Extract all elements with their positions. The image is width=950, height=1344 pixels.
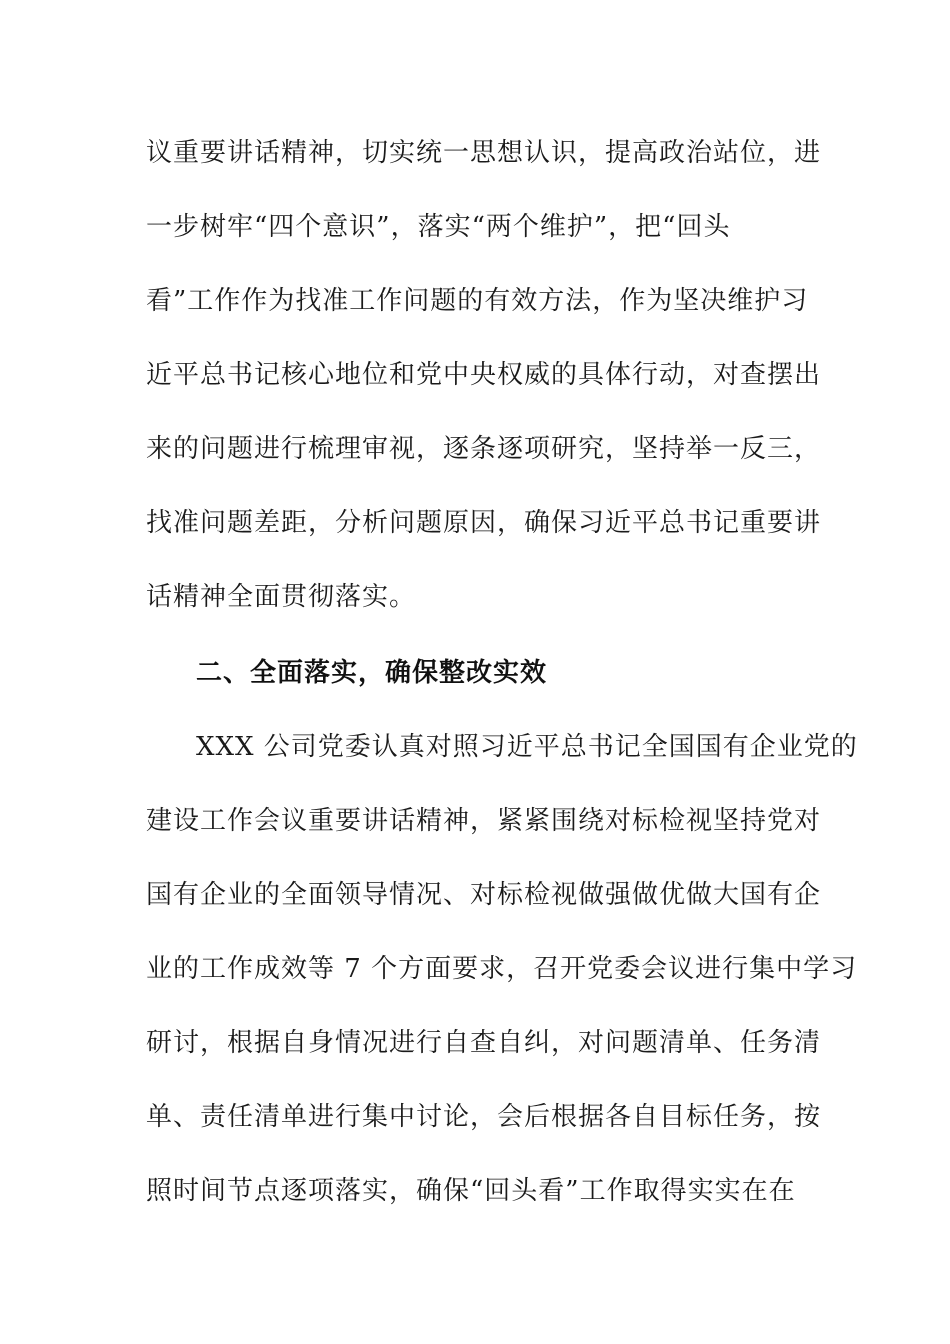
paragraph-2-line-5: 研讨，根据自身情况进行自查自纠，对问题清单、任务清 [146,1028,822,1058]
paragraph-2-line-7: 照时间节点逐项落实，确保“回头看”工作取得实实在在 [146,1176,796,1206]
paragraph-2-line-6: 单、责任清单进行集中讨论，会后根据各自目标任务，按 [146,1102,822,1132]
section-heading: 二、全面落实，确保整改实效 [196,658,548,688]
paragraph-2-line-2: 建设工作会议重要讲话精神，紧紧围绕对标检视坚持党对 [146,806,822,836]
paragraph-2-line-4: 业的工作成效等 7 个方面要求，召开党委会议进行集中学习 [146,954,858,984]
paragraph-1-line-4: 近平总书记核心地位和党中央权威的具体行动，对查摆出 [146,360,822,390]
paragraph-1-line-7: 话精神全面贯彻落实。 [146,582,417,612]
paragraph-1-line-5: 来的问题进行梳理审视，逐条逐项研究，坚持举一反三， [146,434,822,464]
paragraph-1-line-1: 议重要讲话精神，切实统一思想认识，提高政治站位，进 [146,138,822,168]
paragraph-1-line-6: 找准问题差距，分析问题原因，确保习近平总书记重要讲 [146,508,822,538]
paragraph-1-line-3: 看”工作作为找准工作问题的有效方法，作为坚决维护习 [146,286,809,316]
paragraph-2-line-1: XXX 公司党委认真对照习近平总书记全国国有企业党的 [196,732,858,762]
paragraph-2-line-3: 国有企业的全面领导情况、对标检视做强做优做大国有企 [146,880,822,910]
paragraph-1-line-2: 一步树牢“四个意识”，落实“两个维护”，把“回头 [146,212,731,242]
